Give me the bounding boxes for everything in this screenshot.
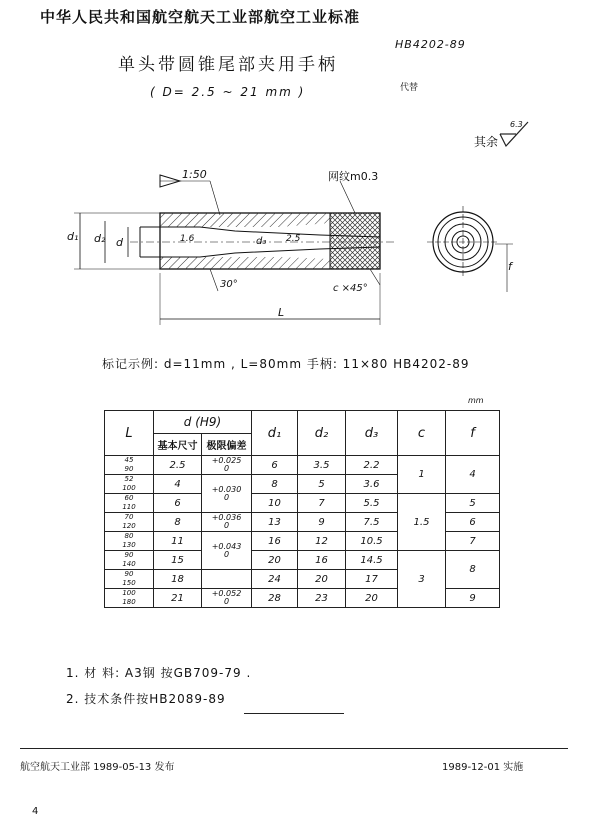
angle-label: 30° bbox=[220, 279, 238, 290]
taper-label: 1:50 bbox=[182, 168, 207, 181]
th-d1: d₁ bbox=[252, 411, 298, 456]
cell-dev: +0.025 0 bbox=[202, 456, 252, 475]
th-basic: 基本尺寸 bbox=[154, 433, 202, 456]
cell-d3: 17 bbox=[346, 570, 398, 589]
cell-d: 21 bbox=[154, 589, 202, 608]
chamfer-label: c ×45° bbox=[333, 283, 368, 294]
radius-25: 2.5 bbox=[286, 234, 301, 244]
cell-dev: +0.030 0 bbox=[202, 475, 252, 513]
cell-d: 18 bbox=[154, 570, 202, 589]
standard-number: HB4202-89 bbox=[395, 38, 466, 51]
spec-table bbox=[104, 410, 500, 608]
cell-dev: +0.036 0 bbox=[202, 513, 252, 532]
cell-d2: 7 bbox=[298, 494, 346, 513]
roughness-symbol-icon bbox=[498, 120, 534, 150]
doc-range: ( D= 2.5 ~ 21 mm ) bbox=[150, 85, 306, 99]
cell-d1: 8 bbox=[252, 475, 298, 494]
cell-d: 6 bbox=[154, 494, 202, 513]
cell-d2: 23 bbox=[298, 589, 346, 608]
dim-d1: d₁ bbox=[67, 230, 79, 243]
cell-d3: 7.5 bbox=[346, 513, 398, 532]
footer-rule bbox=[20, 748, 568, 749]
cell-L: 90 140 bbox=[105, 551, 154, 570]
cell-dev: +0.052 0 bbox=[202, 589, 252, 608]
cell-d2: 3.5 bbox=[298, 456, 346, 475]
roughness-rest-label: 其余 bbox=[474, 135, 499, 149]
radius-16: 1.6 bbox=[180, 234, 195, 244]
cell-dev bbox=[202, 570, 252, 589]
cell-f: 4 bbox=[446, 456, 500, 494]
table-row bbox=[105, 551, 500, 570]
cell-f: 7 bbox=[446, 532, 500, 551]
dim-d: d bbox=[116, 236, 123, 249]
cell-d3: 5.5 bbox=[346, 494, 398, 513]
cell-L: 80 130 bbox=[105, 532, 154, 551]
cell-d3: 3.6 bbox=[346, 475, 398, 494]
implement-info: 1989-12-01 实施 bbox=[442, 762, 524, 773]
cell-d1: 20 bbox=[252, 551, 298, 570]
header-standard-org: 中华人民共和国航空航天工业部航空工业标准 bbox=[40, 8, 361, 26]
th-d2: d₂ bbox=[298, 411, 346, 456]
th-d3: d₃ bbox=[346, 411, 398, 456]
th-f: f bbox=[446, 411, 500, 456]
dim-d2: d₂ bbox=[94, 232, 106, 245]
end-view bbox=[427, 206, 513, 292]
cell-d1: 28 bbox=[252, 589, 298, 608]
doc-title: 单头带圆锥尾部夹用手柄 bbox=[118, 55, 338, 75]
cell-c: 1.5 bbox=[398, 494, 446, 551]
cell-c: 1 bbox=[398, 456, 446, 494]
th-c: c bbox=[398, 411, 446, 456]
cell-d: 8 bbox=[154, 513, 202, 532]
cell-d1: 6 bbox=[252, 456, 298, 475]
cell-f: 9 bbox=[446, 589, 500, 608]
dim-f: f bbox=[508, 260, 512, 273]
knurl-label: 网纹m0.3 bbox=[328, 170, 379, 183]
cell-d: 4 bbox=[154, 475, 202, 494]
cell-d2: 9 bbox=[298, 513, 346, 532]
cell-d2: 16 bbox=[298, 551, 346, 570]
cell-L: 52 100 bbox=[105, 475, 154, 494]
cell-d3: 20 bbox=[346, 589, 398, 608]
table-unit: mm bbox=[468, 396, 484, 405]
cell-d3: 10.5 bbox=[346, 532, 398, 551]
cell-L: 100 180 bbox=[105, 589, 154, 608]
cell-d: 2.5 bbox=[154, 456, 202, 475]
publish-info: 航空航天工业部 1989-05-13 发布 bbox=[20, 762, 175, 773]
cell-d: 11 bbox=[154, 532, 202, 551]
cell-d2: 5 bbox=[298, 475, 346, 494]
cell-f: 5 bbox=[446, 494, 500, 513]
end-rule bbox=[244, 713, 344, 714]
note-technical: 2. 技术条件按HB2089-89 bbox=[66, 692, 226, 706]
th-dev: 极限偏差 bbox=[202, 433, 252, 456]
cell-f: 6 bbox=[446, 513, 500, 532]
cell-L: 90 150 bbox=[105, 570, 154, 589]
dim-d3: d₃ bbox=[256, 236, 267, 247]
cell-L: 45 90 bbox=[105, 456, 154, 475]
cell-dev: +0.043 0 bbox=[202, 532, 252, 570]
cell-d1: 16 bbox=[252, 532, 298, 551]
cell-d2: 12 bbox=[298, 532, 346, 551]
table-row bbox=[105, 456, 500, 475]
roughness-value: 6.3 bbox=[510, 120, 523, 129]
cell-d: 15 bbox=[154, 551, 202, 570]
cell-d1: 13 bbox=[252, 513, 298, 532]
th-L: L bbox=[105, 411, 154, 456]
knurl-zone bbox=[330, 213, 380, 269]
cell-d2: 20 bbox=[298, 570, 346, 589]
technical-drawing bbox=[60, 165, 540, 330]
cell-c: 3 bbox=[398, 551, 446, 608]
table-row bbox=[105, 494, 500, 513]
cell-f: 8 bbox=[446, 551, 500, 589]
th-d-h9: d (H9) bbox=[154, 411, 252, 434]
cell-d1: 10 bbox=[252, 494, 298, 513]
marking-example: 标记示例: d=11mm , L=80mm 手柄: 11×80 HB4202-89 bbox=[102, 357, 470, 371]
cell-d3: 2.2 bbox=[346, 456, 398, 475]
length-label: L bbox=[278, 306, 285, 319]
cell-L: 70 120 bbox=[105, 513, 154, 532]
replace-label: 代替 bbox=[400, 83, 419, 93]
cell-L: 60 110 bbox=[105, 494, 154, 513]
cell-d1: 24 bbox=[252, 570, 298, 589]
page-number: 4 bbox=[32, 806, 39, 817]
cell-d3: 14.5 bbox=[346, 551, 398, 570]
note-material: 1. 材 料: A3钢 按GB709-79 . bbox=[66, 666, 252, 680]
